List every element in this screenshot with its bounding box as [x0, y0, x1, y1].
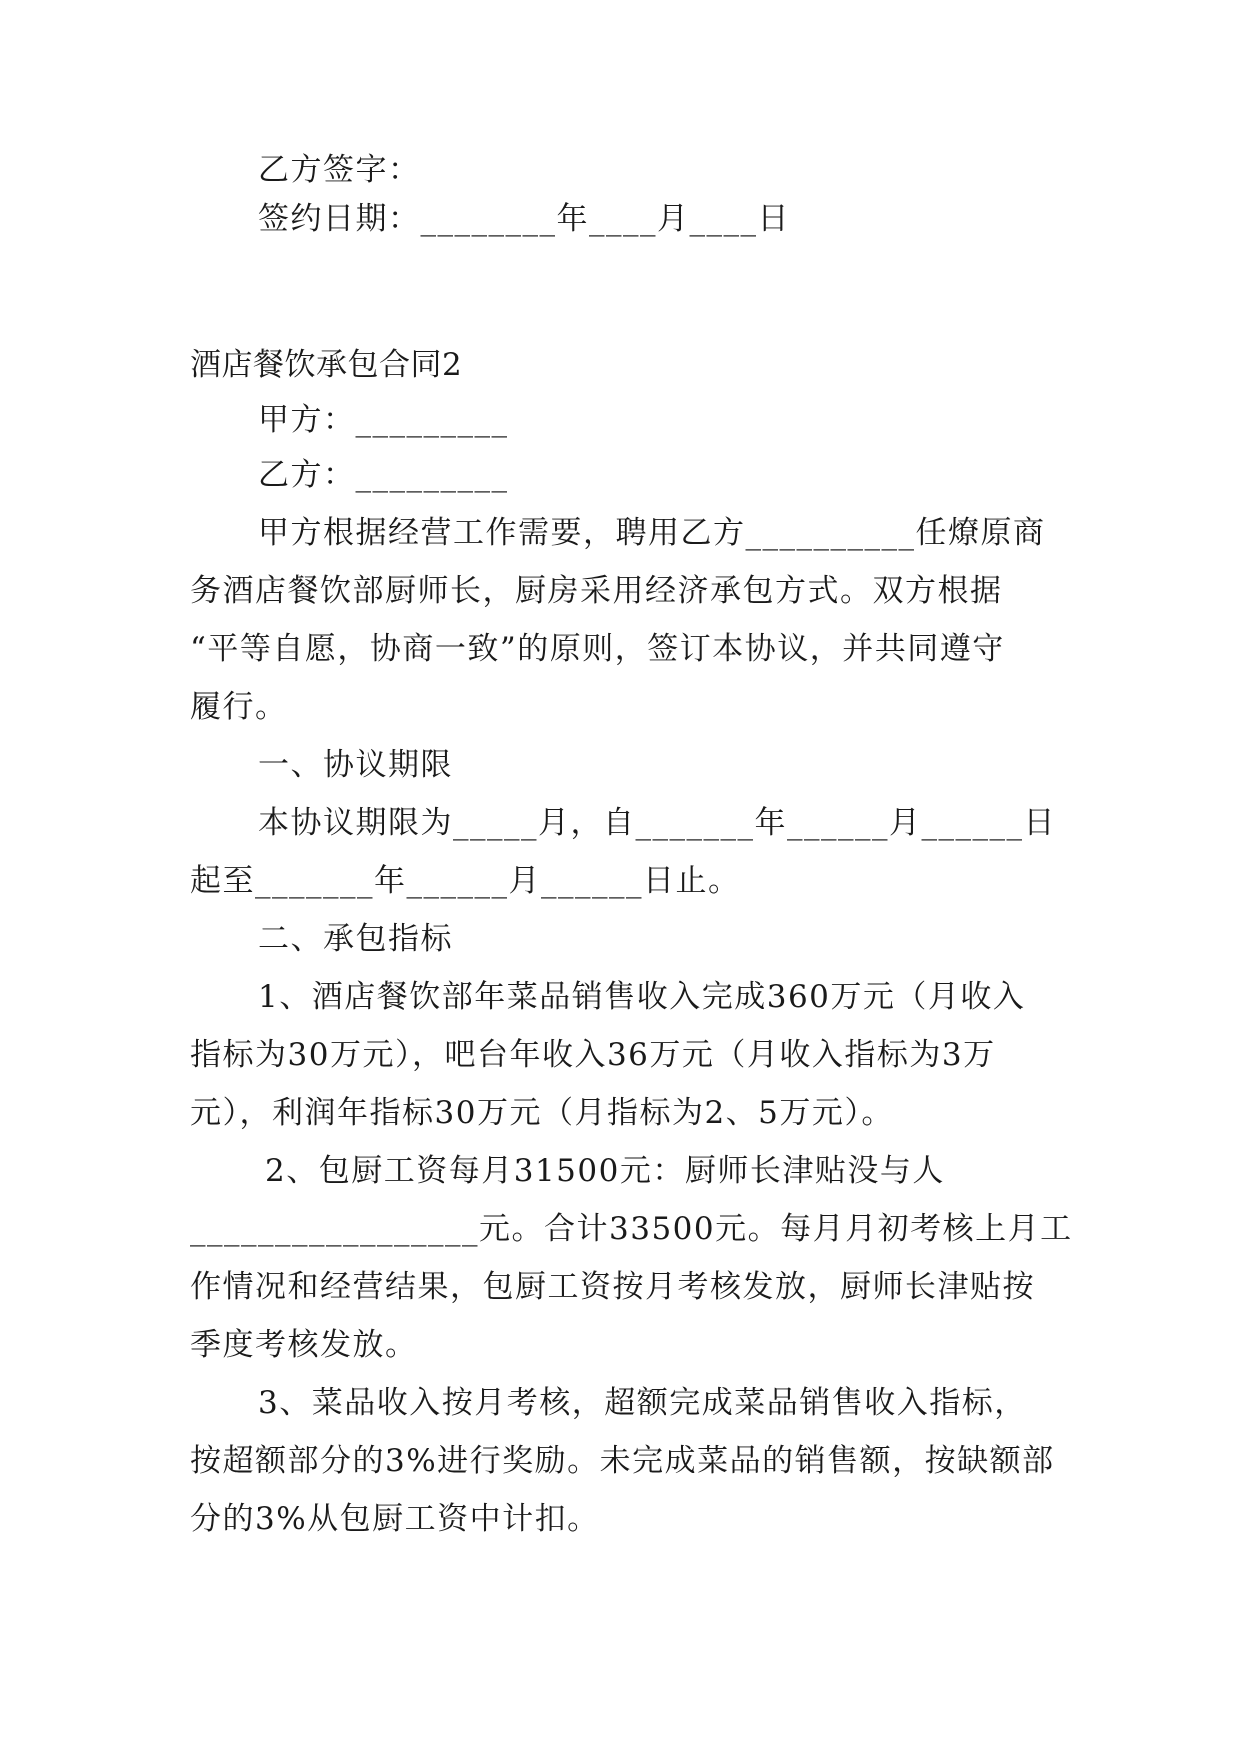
paragraph-line: “平等自愿，协商一致”的原则，签订本协议，并共同遵守 [190, 631, 1005, 667]
party-b-signature: 乙方签字： [258, 152, 421, 188]
document-title: 酒店餐饮承包合同2 [190, 347, 463, 383]
paragraph-line: 本协议期限为_____月，自_______年______月______日 [258, 805, 1056, 841]
signing-date: 签约日期：________年____月____日 [258, 201, 790, 237]
paragraph-line: 3、菜品收入按月考核，超额完成菜品销售收入指标， [258, 1385, 1027, 1421]
paragraph-line: 履行。 [190, 689, 288, 725]
paragraph-line: 起至_______年______月______日止。 [190, 863, 741, 899]
section-heading: 二、承包指标 [258, 921, 453, 957]
party-b-field: 乙方：_________ [258, 457, 509, 493]
paragraph-line: 务酒店餐饮部厨师长，厨房采用经济承包方式。双方根据 [190, 573, 1003, 609]
paragraph-line: 2、包厨工资每月31500元：厨师长津贴没与人 [265, 1153, 945, 1189]
paragraph-line: 元），利润年指标30万元（月指标为2、5万元）。 [190, 1095, 894, 1131]
paragraph-line: 甲方根据经营工作需要，聘用乙方__________任燎原商 [258, 515, 1046, 551]
paragraph-line: 1、酒店餐饮部年菜品销售收入完成360万元（月收入 [258, 979, 1026, 1015]
paragraph-line: 分的3%从包厨工资中计扣。 [190, 1501, 600, 1537]
paragraph-line: 季度考核发放。 [190, 1327, 418, 1363]
paragraph-line: 作情况和经营结果，包厨工资按月考核发放，厨师长津贴按 [190, 1269, 1035, 1305]
party-a-field: 甲方：_________ [258, 402, 509, 438]
paragraph-line: _________________元。合计33500元。每月月初考核上月工 [190, 1211, 1073, 1247]
paragraph-line: 指标为30万元），吧台年收入36万元（月收入指标为3万 [190, 1037, 996, 1073]
section-heading: 一、协议期限 [258, 747, 453, 783]
paragraph-line: 按超额部分的3%进行奖励。未完成菜品的销售额，按缺额部 [190, 1443, 1055, 1479]
